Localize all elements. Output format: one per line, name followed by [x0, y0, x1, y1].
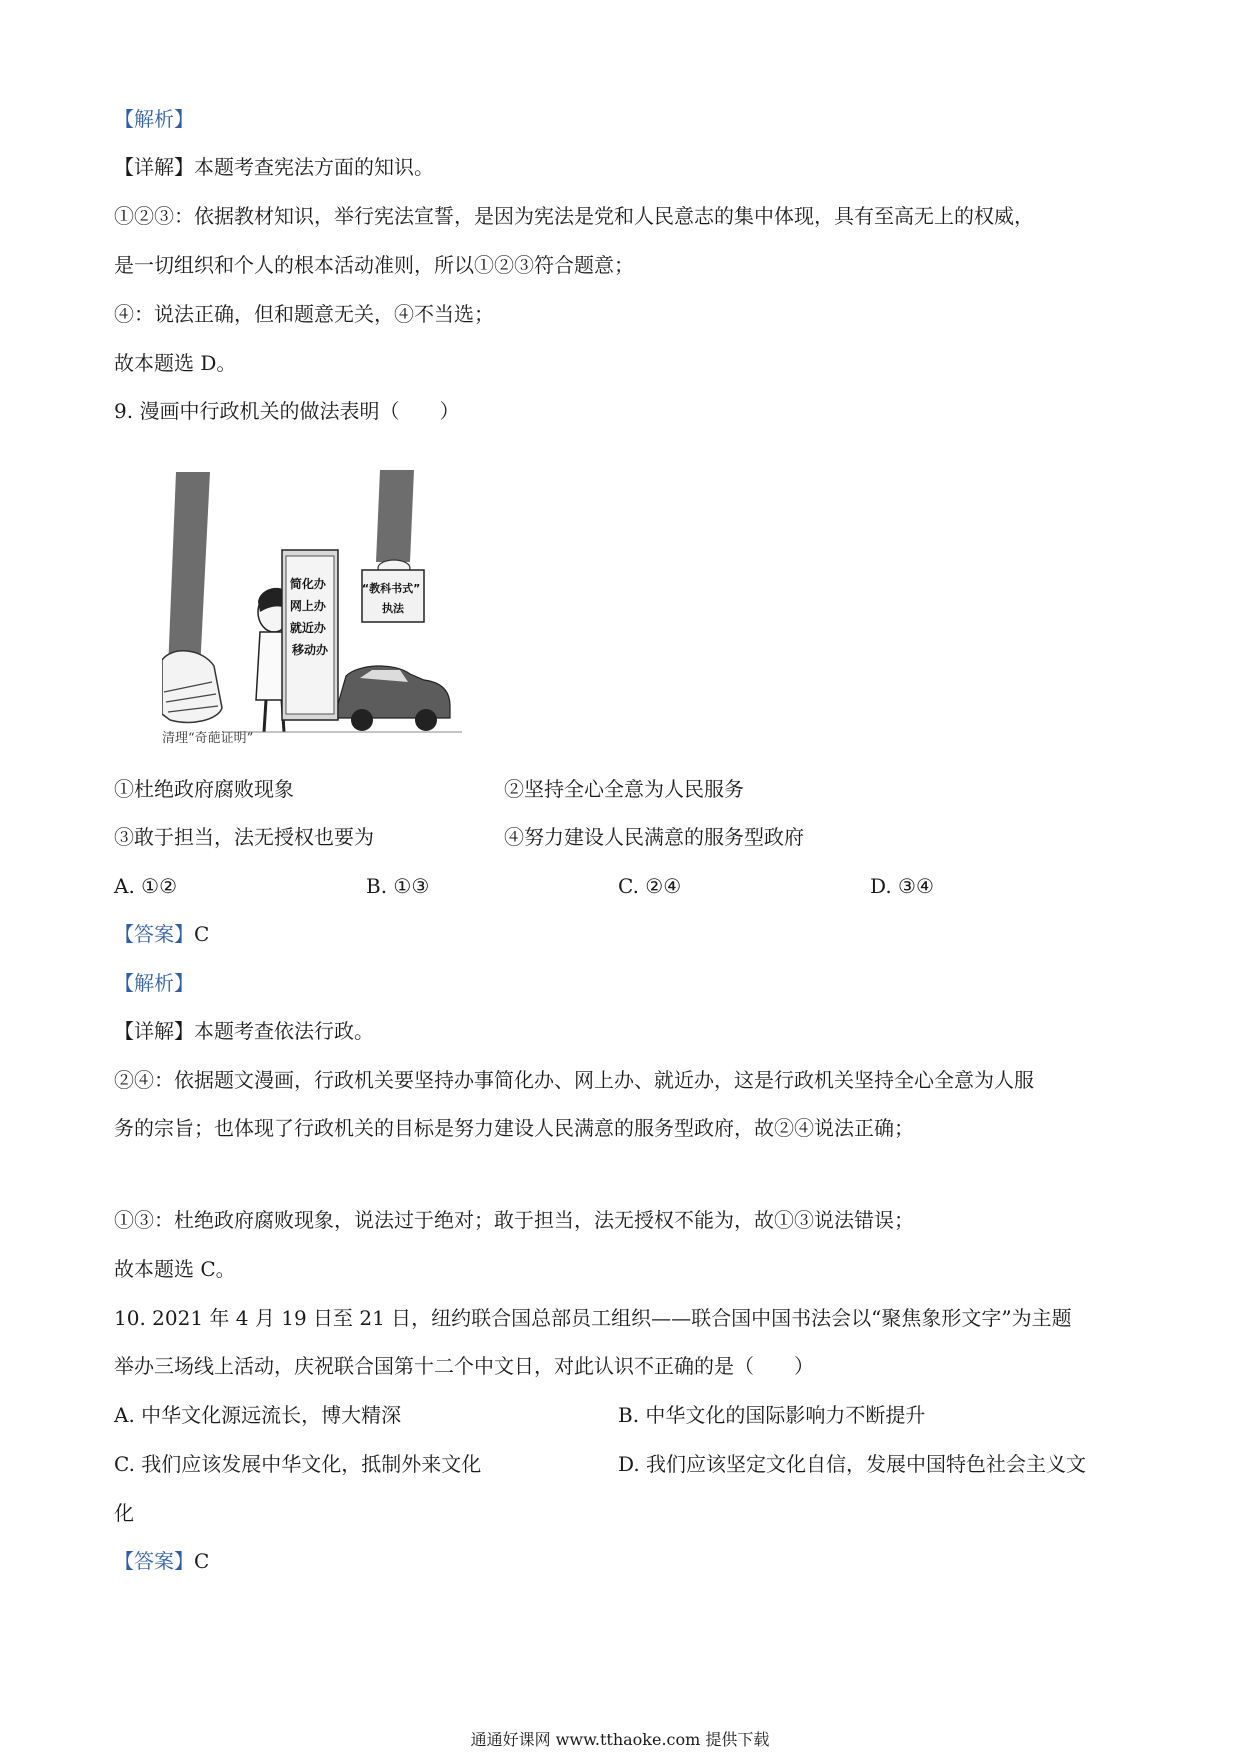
choice-a: A. ①②: [114, 874, 178, 898]
q10-option-b: B. 中华文化的国际影响力不断提升: [618, 1403, 926, 1427]
cartoon-illustration: [162, 470, 474, 746]
cartoon-caption: 清理“奇葩证明”: [162, 731, 254, 746]
page-footer: 通通好课网 www.tthaoke.com 提供下载: [470, 1730, 770, 1749]
answer-line-10: [114, 1548, 209, 1574]
analysis-tag-9: 【解析】: [114, 971, 194, 995]
sign-line-1: “教科书式”: [361, 582, 421, 595]
car-wheel-front: [351, 709, 373, 731]
explanation-9-para2: ①③：杜绝政府腐败现象，说法过于绝对；敢于担当，法无授权不能为，故①③说法错误；: [114, 1208, 914, 1232]
detail-tag-9: 【详解】: [114, 1019, 194, 1043]
book-line-4: 移动办: [291, 643, 329, 657]
analysis-tag-8: 【解析】: [114, 107, 194, 131]
choice-b: B. ①③: [366, 874, 430, 898]
sign-line-2: 执法: [382, 602, 404, 615]
detail-line-8: [114, 154, 434, 180]
detail-tag-8: 【详解】: [114, 155, 194, 179]
question-10-stem-line1: 10. 2021 年 4 月 19 日至 21 日，纽约联合国总部员工组织——联合国中国书法会以“聚焦象形文字”为主题: [114, 1306, 1072, 1330]
question-10-stem-line2: 举办三场线上活动，庆祝联合国第十二个中文日，对此认识不正确的是（ ）: [114, 1354, 814, 1378]
book-line-2: 网上办: [289, 599, 326, 613]
q10-option-d-line2: 化: [114, 1501, 134, 1525]
right-arm-shape: [376, 470, 414, 562]
car-wheel-rear: [415, 709, 437, 731]
conclusion-9: 故本题选 C。: [114, 1257, 236, 1281]
book-line-1: 简化办: [289, 577, 326, 591]
detail-text-8: 本题考查宪法方面的知识。: [194, 155, 434, 179]
conclusion-8: 故本题选 D。: [114, 351, 237, 375]
statement-2: ②坚持全心全意为人民服务: [504, 777, 744, 801]
choice-c: C. ②④: [618, 874, 682, 898]
statement-3: ③敢于担当，法无授权也要为: [114, 825, 374, 849]
book-line-3: 就近办: [289, 621, 326, 635]
answer-line-9: [114, 921, 209, 947]
answer-value-9: C: [194, 922, 210, 946]
explanation-8-line1: ①②③：依据教材知识，举行宪法宣誓，是因为宪法是党和人民意志的集中体现，具有至高无上的权威，: [114, 204, 1034, 228]
choice-d: D. ③④: [870, 874, 934, 898]
q10-option-d-line1: D. 我们应该坚定文化自信，发展中国特色社会主义文: [618, 1452, 1087, 1476]
answer-value-10: C: [194, 1549, 210, 1573]
q10-option-c: C. 我们应该发展中华文化，抵制外来文化: [114, 1452, 482, 1476]
statement-4: ④努力建设人民满意的服务型政府: [504, 825, 804, 849]
explanation-9-line1: ②④：依据题文漫画，行政机关要坚持办事简化办、网上办、就近办，这是行政机关坚持全心全意为人服: [114, 1068, 1034, 1092]
explanation-9-line2: 务的宗旨；也体现了行政机关的目标是努力建设人民满意的服务型政府，故②④说法正确；: [114, 1116, 914, 1140]
person-legs: [264, 700, 284, 732]
q10-option-a: A. 中华文化源远流长，博大精深: [114, 1403, 402, 1427]
answer-tag-10: 【答案】: [114, 1549, 194, 1573]
left-arm-shape: [168, 472, 210, 670]
explanation-8-line2: 是一切组织和个人的根本活动准则，所以①②③符合题意；: [114, 253, 634, 277]
question-9-stem: 9. 漫画中行政机关的做法表明（ ）: [114, 399, 460, 423]
detail-text-9: 本题考查依法行政。: [194, 1019, 374, 1043]
detail-line-9: [114, 1018, 374, 1044]
answer-tag-9: 【答案】: [114, 922, 194, 946]
statement-1: ①杜绝政府腐败现象: [114, 777, 294, 801]
explanation-8-para2: ④：说法正确，但和题意无关，④不当选；: [114, 302, 494, 326]
